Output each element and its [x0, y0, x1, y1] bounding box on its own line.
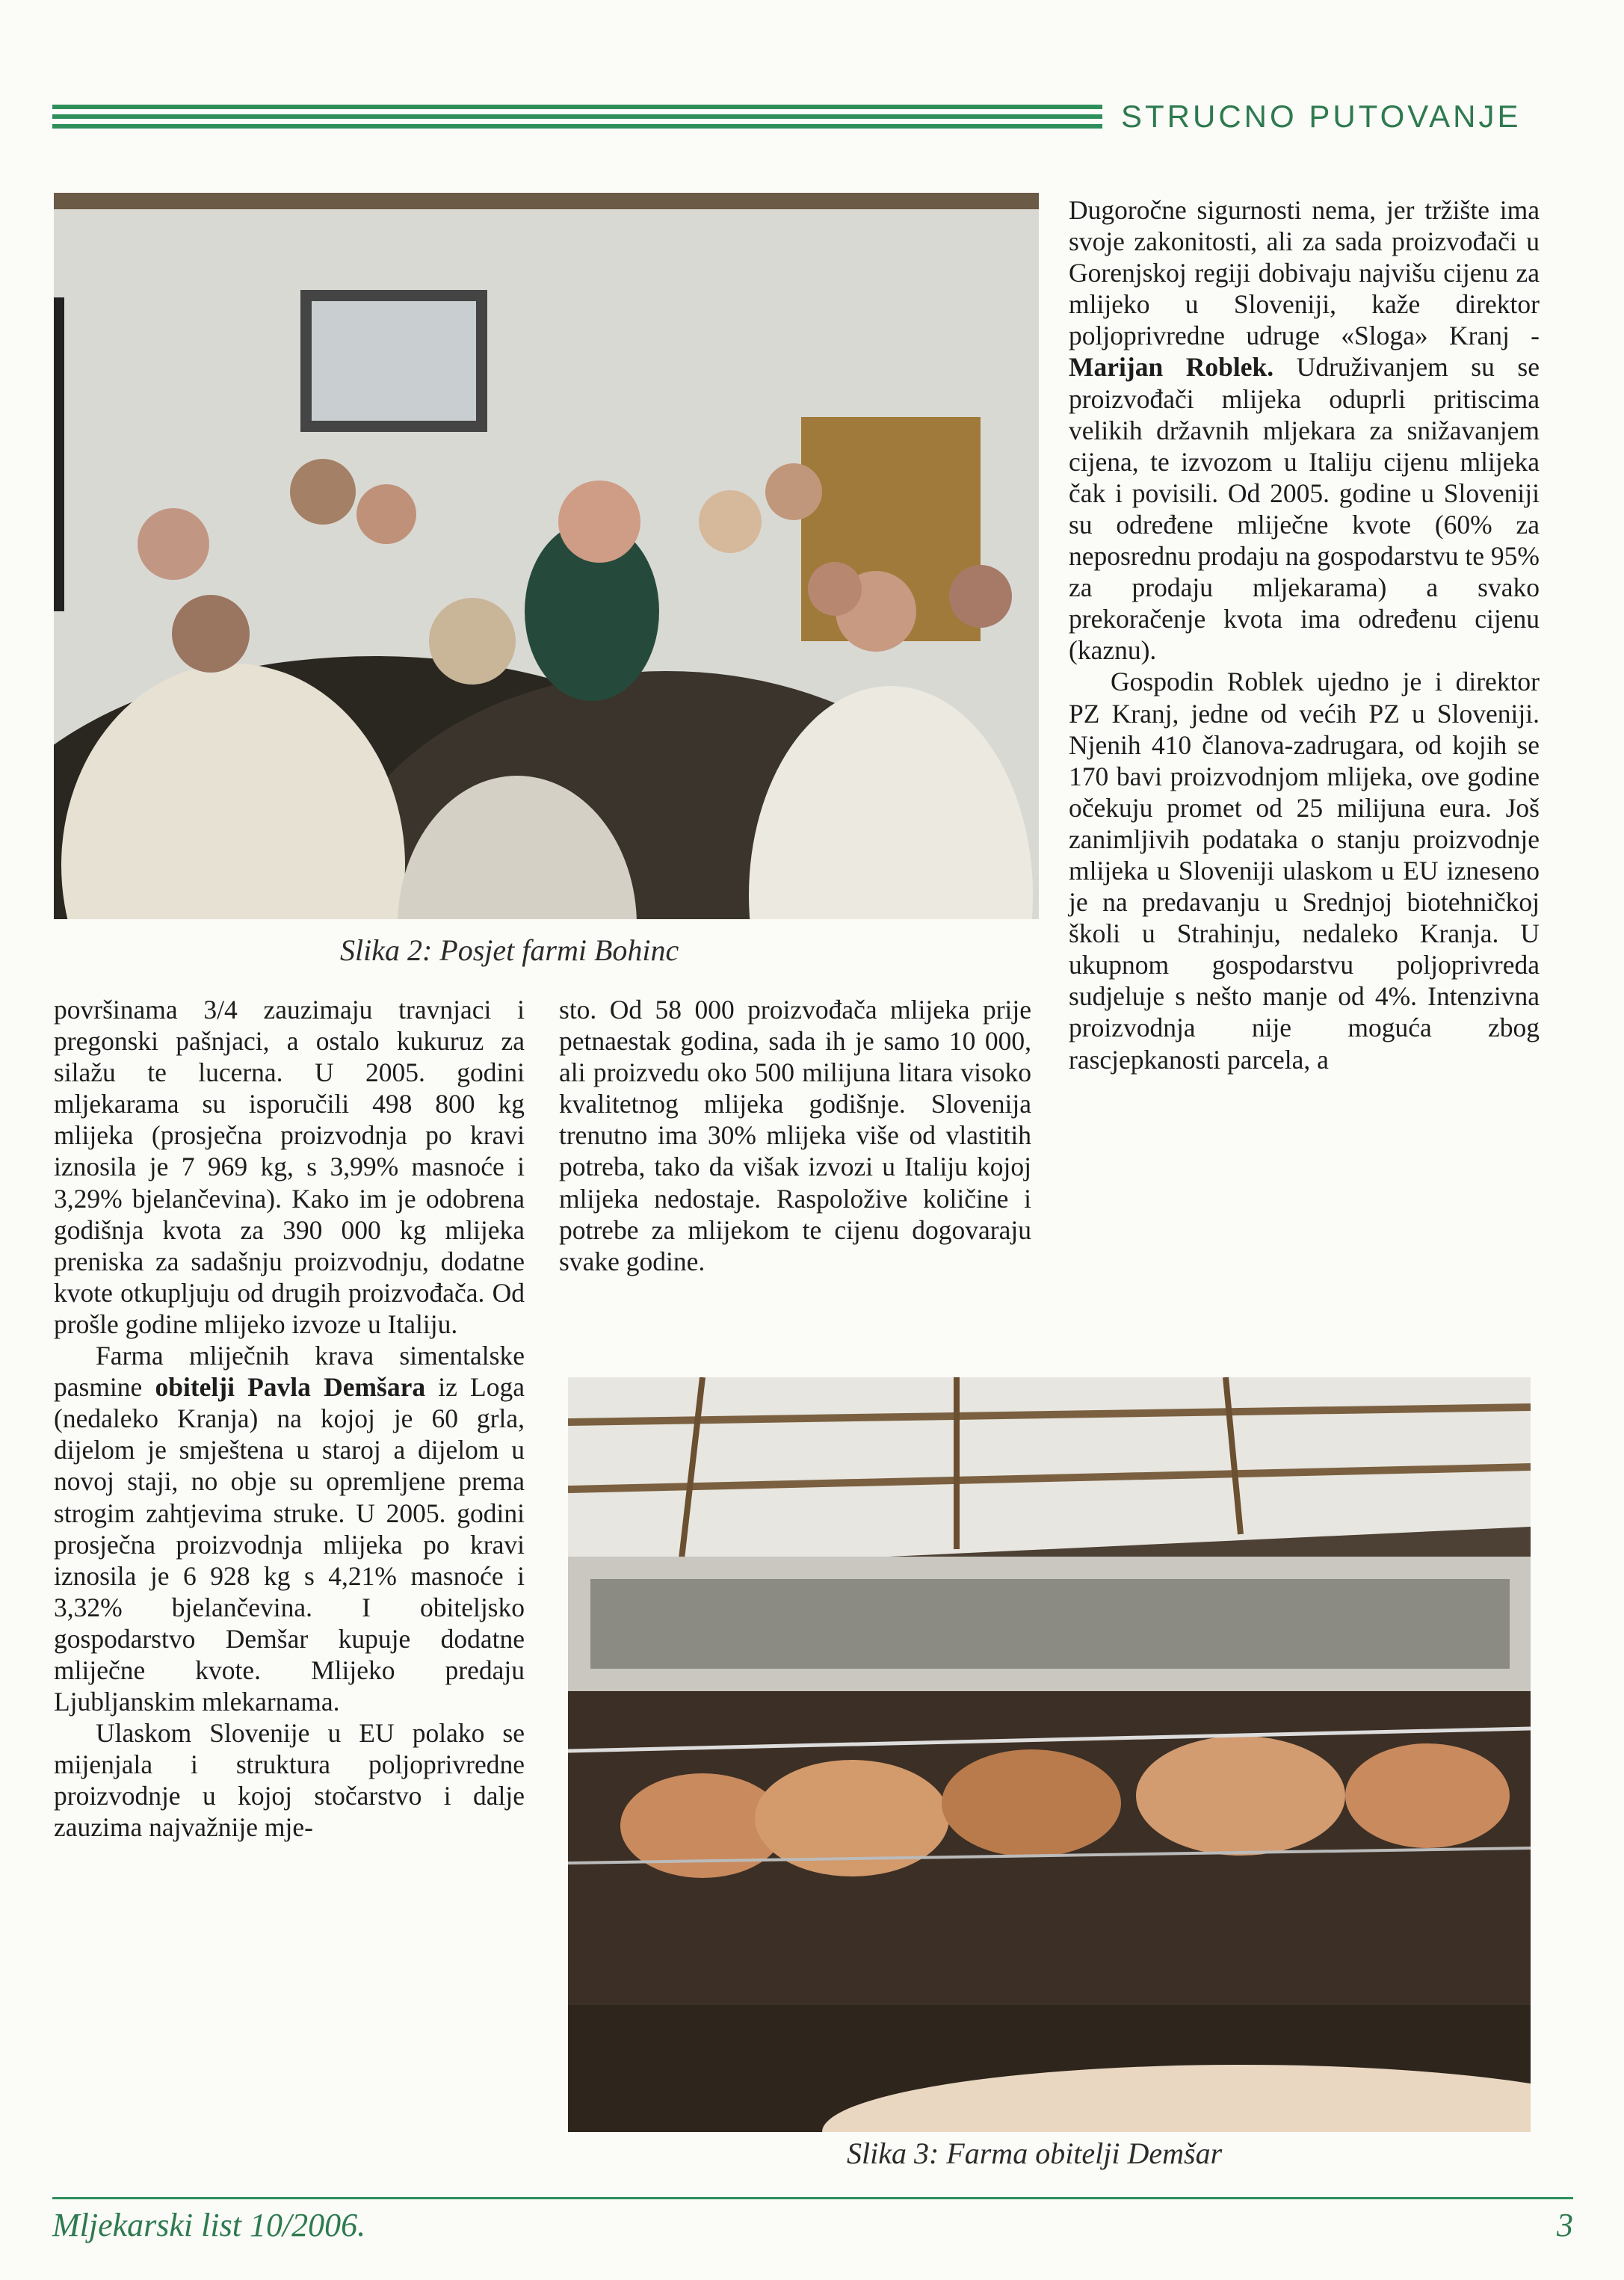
paragraph: Ulaskom Slovenije u EU polako se mijenjala i struktura poljoprivredne proizvodnje u kojoj stočarstvo i dalje zauzima najvažnije mje-: [54, 1718, 525, 1843]
paragraph: sto. Od 58 000 proizvođača mlijeka prije petnaestak godina, sada ih je samo 10 000, ali proizvedu oko 500 milijuna litara visoko kvalitetnog mlijeka godišnje. Slovenija trenutno ima 30% mlijeka više od vlastitih potreba, tako da višak izvozi u Italiju kojoj mlijeka nedostaje. Raspoložive količine i potrebe za mlijekom te cijenu dogovaraju svake godine.: [559, 995, 1031, 1276]
paragraph: Gospodin Roblek ujedno je i direktor PZ Kranj, jedne od većih PZ u Sloveniji. Njenih 410 članova-zadrugara, od kojih se 170 bavi proizvodnjom mlijeka, ove godine očekuju promet od 25 milijuna eura. Još zanimljivih podataka o stanju proizvodnje mlijeka u Sloveniji ulaskom u EU izneseno je na predavanju u Srednjoj biotehničkoj školi u Strahinju, nedaleko Kranja. U ukupnom gospodarstvu poljoprivreda sudjeluje s nešto manje od 4%. Intenzivna proizvodnja nije moguća zbog rascjepkanosti parcela, a: [1069, 667, 1540, 1075]
paragraph-text: Dugoročne sigurnosti nema, jer tržište ima svoje zakonitosti, ali za sada proizvođači u Gorenjskoj regiji dobivaju najvišu cijenu za mlijeko u Sloveniji, kaže direktor poljoprivredne udruge «Sloga» Kranj -: [1069, 195, 1540, 351]
header-rule: [52, 105, 1102, 129]
paragraph-text: Farma mliječnih krava simentalske pasmine: [54, 1341, 525, 1403]
journal-title: Mljekarski list 10/2006.: [52, 2207, 366, 2243]
photo-barn-cows: [568, 1377, 1531, 2132]
person-name: Marijan Roblek.: [1069, 352, 1274, 383]
right-column-text: [1069, 194, 1540, 1075]
figure-2-caption: Slika 2: Posjet farmi Bohinc: [340, 933, 679, 967]
footer-rule: [52, 2197, 1573, 2199]
left-column-text: [54, 994, 525, 1844]
paragraph-text: iz Loga (nedaleko Kranja) na kojoj je 60 grla, dijelom je smještena u staroj a dijelom u novoj staji, no obje su opremljene prema strogim zahtjevima struke. U 2005. godini prosječna proizvodnja mlijeka po kravi iznosila je 6 928 kg s 4,21% masnoće i 3,32% bjelančevina. I obiteljsko gospodarstvo Demšar kupuje dodatne mliječne kvote. Mlijeko predaju Ljubljanskim mlekarnama.: [54, 1372, 525, 1717]
paragraph-text: Udruživanjem su se proizvođači mlijeka oduprli pritiscima velikih državnih mljekara za snižavanjem cijena, te izvozom u Italiju cijenu mlijeka čak i povisili. Od 2005. godine u Sloveniji su određene mliječne kvote (60% za neposrednu prodaju na gospodarstvu te 95% za prodaju mljekarama) a svako prekoračenje kvota ima određenu cijenu (kaznu).: [1069, 352, 1540, 666]
photo-farm-visit: [54, 193, 1039, 919]
section-title: STRUCNO PUTOVANJE: [1121, 99, 1522, 134]
paragraph: površinama 3/4 zauzimaju travnjaci i pregonski pašnjaci, a ostalo kukuruz za silažu te lucerna. U 2005. godini mljekarama su isporučili 498 800 kg mlijeka (prosječna proizvodnja po kravi iznosila je 7 969 kg, s 3,99% masnoće i 3,29% bjelančevina). Kako im je odobrena godišnja kvota za 390 000 kg mlijeka preniska za sadašnju proizvodnju, dodatne kvote otkupljuju od drugih proizvođača. Od prošle godine mlijeko izvoze u Italiju.: [54, 995, 525, 1339]
middle-column-text: [559, 994, 1031, 1277]
family-name: obitelji Pavla Demšara: [155, 1372, 426, 1403]
page-number: 3: [1557, 2207, 1573, 2243]
figure-3-caption: Slika 3: Farma obitelji Demšar: [847, 2137, 1223, 2170]
